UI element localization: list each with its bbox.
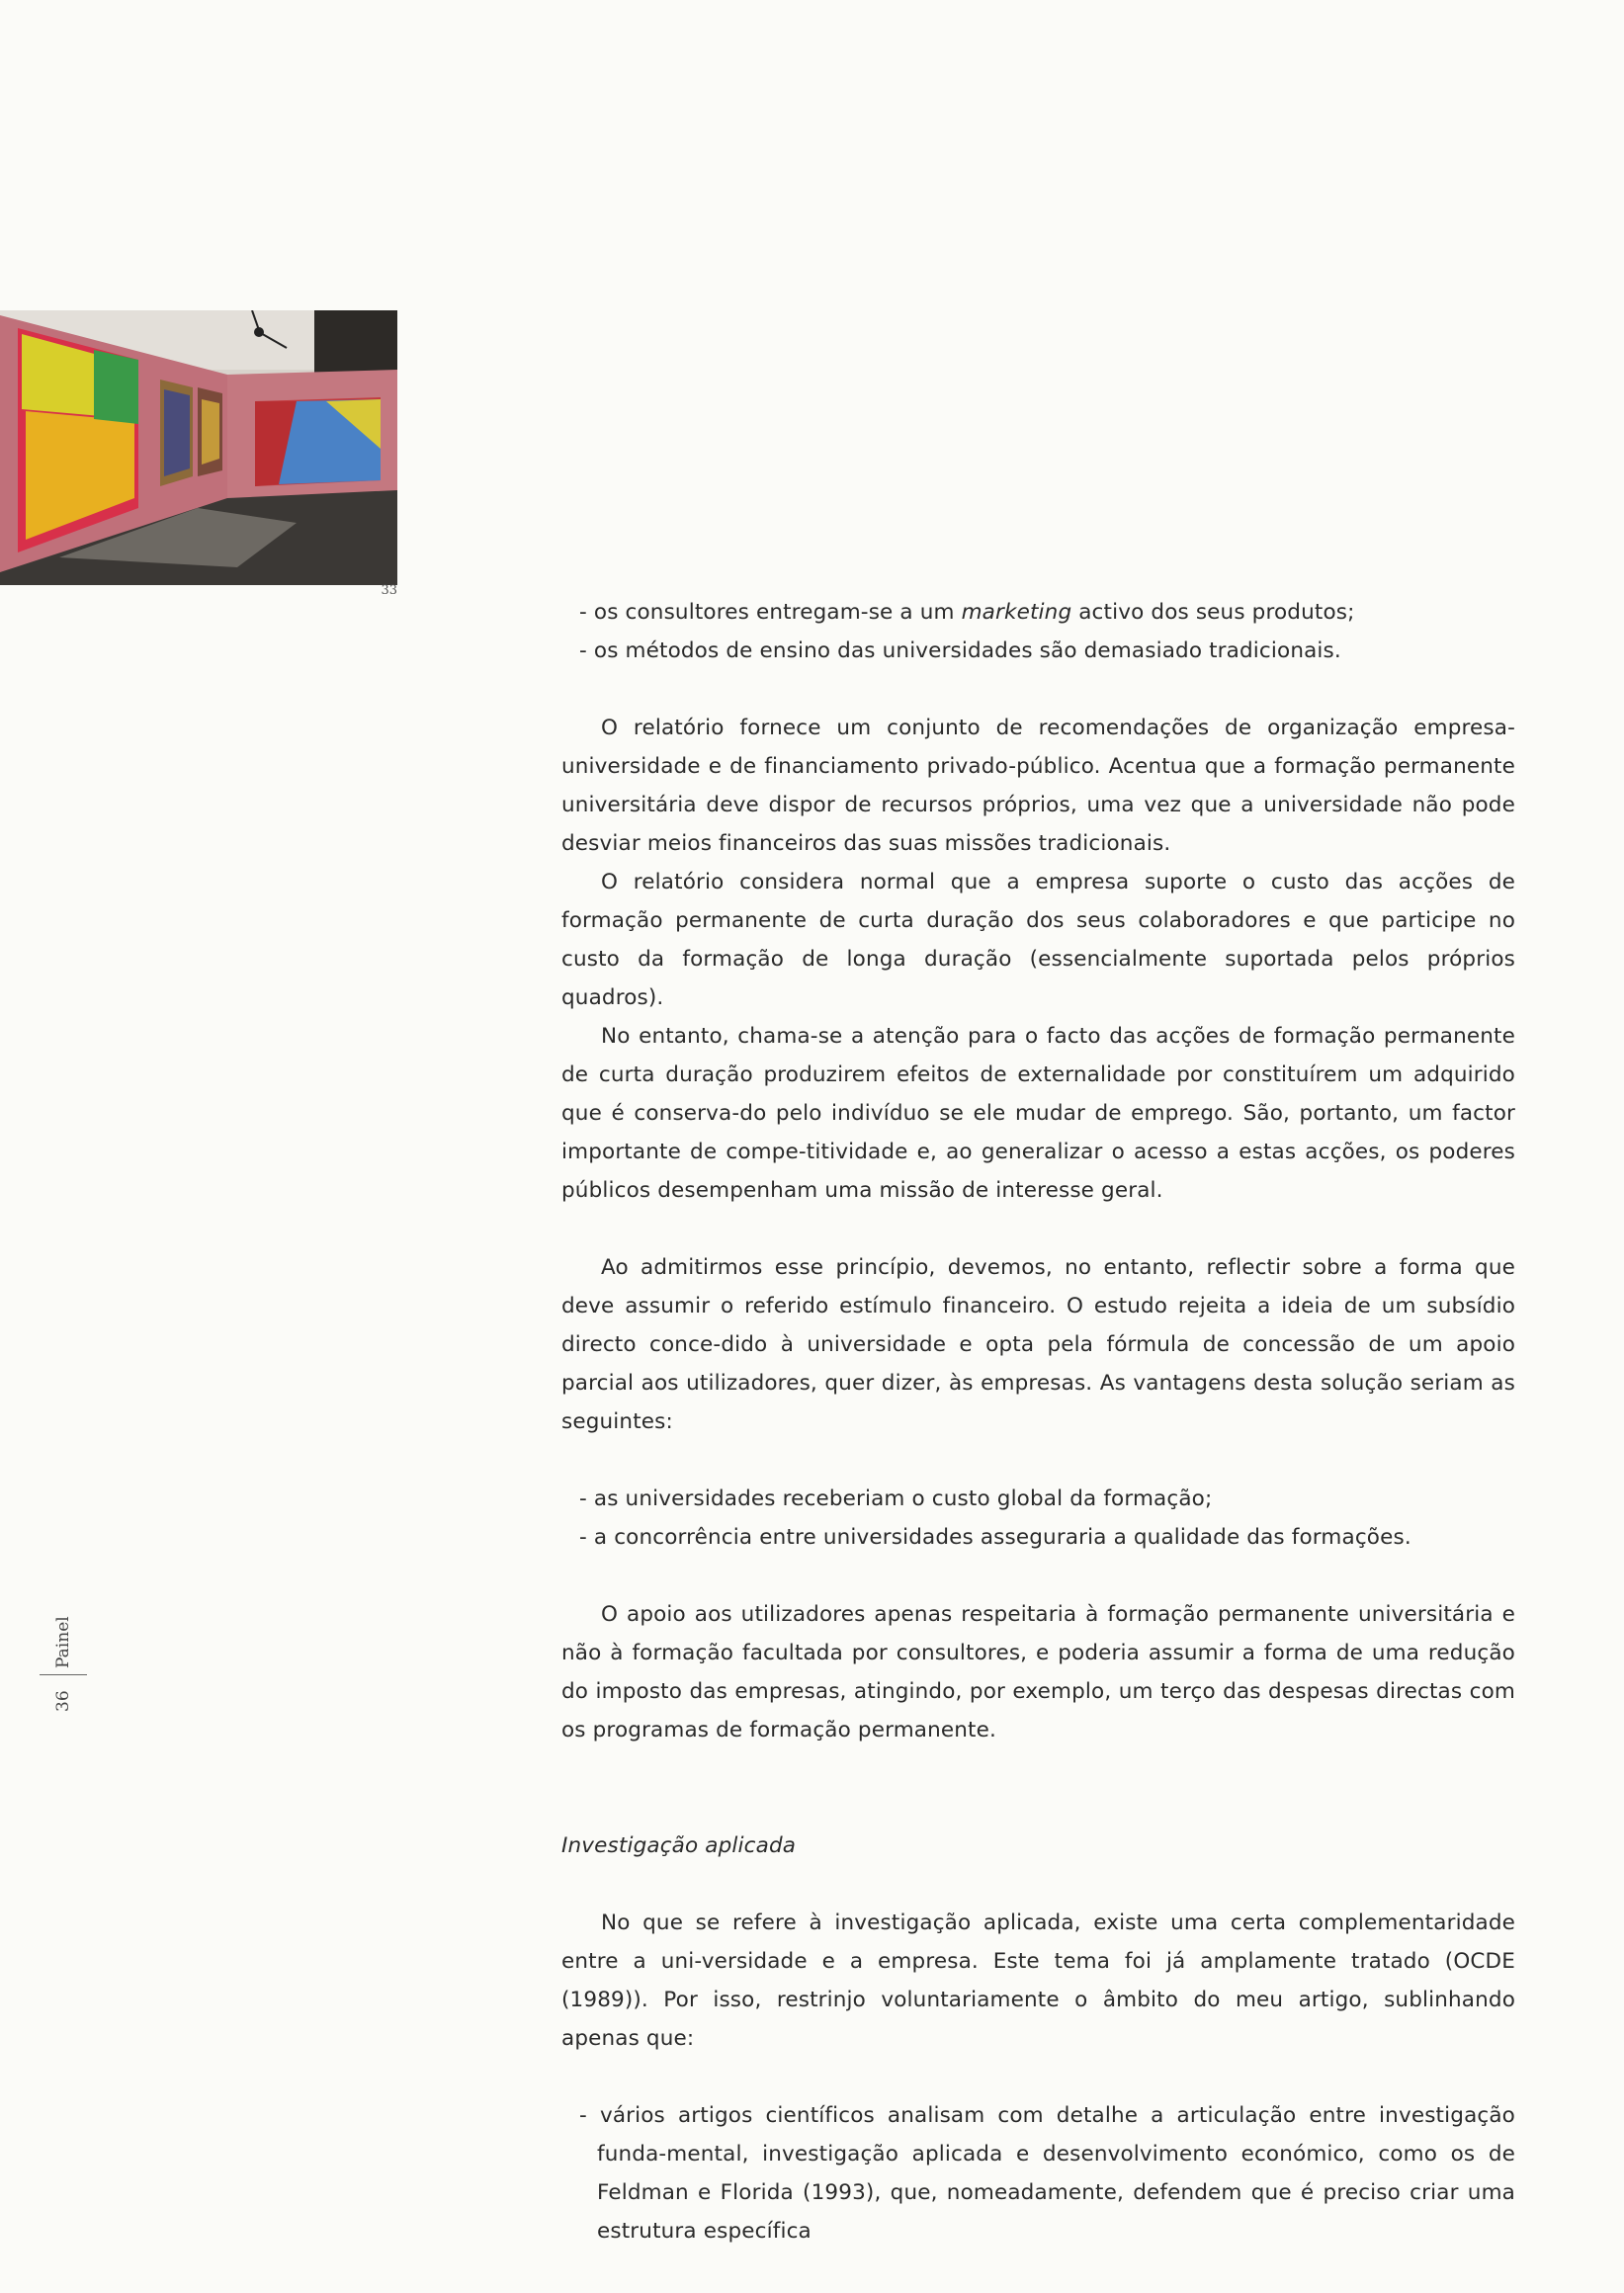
gallery-photo (0, 310, 397, 585)
paragraph: O relatório fornece um conjunto de recomendações de organização empresa-universidade e de financiamento privado-público. Acentua que a formação permanente universitária deve dispor de recursos próprios, uma vez que a universidade não pode desviar meios financeiros das suas missões tradicionais. (561, 716, 1515, 856)
spacer (561, 1557, 1515, 1595)
bullet-item (561, 593, 1515, 632)
bullet-item: - os métodos de ensino das universidades são demasiado tradicionais. (579, 638, 1341, 663)
spacer (561, 1749, 1515, 1788)
bullet-item: - a concorrência entre universidades asseguraria a qualidade das formações. (579, 1525, 1411, 1550)
paragraph: No que se refere à investigação aplicada, existe uma certa complementaridade entre a uni-versidade e a empresa. Este tema foi já amplamente tratado (OCDE (1989)). Por isso, restrinjo voluntariamente o âmbito do meu artigo, sublinhando apenas que: (561, 1911, 1515, 2051)
bullet-text-italic: marketing (961, 600, 1072, 625)
gallery-photo-image (0, 310, 397, 585)
bullet-text-before: - os consultores entregam-se a um (579, 600, 962, 625)
spacer (561, 1788, 1515, 1826)
page-number: 36 (53, 1690, 73, 1712)
spacer (561, 1865, 1515, 1904)
article-body (561, 593, 1515, 2251)
running-footer (40, 1591, 89, 1710)
bullet-list-mid (561, 1480, 1515, 1557)
bullet-item: - as universidades receberiam o custo global da formação; (579, 1486, 1213, 1511)
photo-caption-number: 33 (381, 583, 397, 598)
spacer (561, 1441, 1515, 1480)
bullet-list-top (561, 593, 1515, 670)
spacer (561, 1210, 1515, 1248)
paragraph: No entanto, chama-se a atenção para o facto das acções de formação permanente de curta duração produzirem efeitos de externalidade por constituírem um adquirido que é conserva-do pelo indivíduo se ele mudar de emprego. São, portanto, um factor importante de compe-titividade e, ao generalizar o acesso a estas acções, os poderes públicos desempenham uma missão de interesse geral. (561, 1024, 1515, 1203)
bullet-item: - vários artigos científicos analisam com detalhe a articulação entre investigação funda-mental, investigação aplicada e desenvolvimento económico, como os de Feldman e Florida (1993), que, nomeadamente, defendem que é preciso criar uma estrutura específica (579, 2103, 1515, 2244)
paragraph: O relatório considera normal que a empresa suporte o custo das acções de formação permanente de curta duração dos seus colaboradores e que participe no custo da formação de longa duração (essencialmente suportada pelos próprios quadros). (561, 870, 1515, 1010)
paragraph: O apoio aos utilizadores apenas respeitaria à formação permanente universitária e não à formação facultada por consultores, e poderia assumir a forma de uma redução do imposto das empresas, atingindo, por exemplo, um terço das despesas directas com os programas de formação permanente. (561, 1602, 1515, 1742)
paragraph: Ao admitirmos esse princípio, devemos, no entanto, reflectir sobre a forma que deve assumir o referido estímulo financeiro. O estudo rejeita a ideia de um subsídio directo conce-dido à universidade e opta pela fórmula de concessão de um apoio parcial aos utilizadores, quer dizer, às empresas. As vantagens desta solução seriam as seguintes: (561, 1255, 1515, 1434)
section-heading: Investigação aplicada (561, 1833, 797, 1858)
spacer (561, 670, 1515, 709)
footer-rule (40, 1674, 87, 1675)
bullet-text-after: activo dos seus produtos; (1071, 600, 1355, 625)
spacer (561, 2058, 1515, 2096)
section-label: Painel (53, 1616, 73, 1668)
